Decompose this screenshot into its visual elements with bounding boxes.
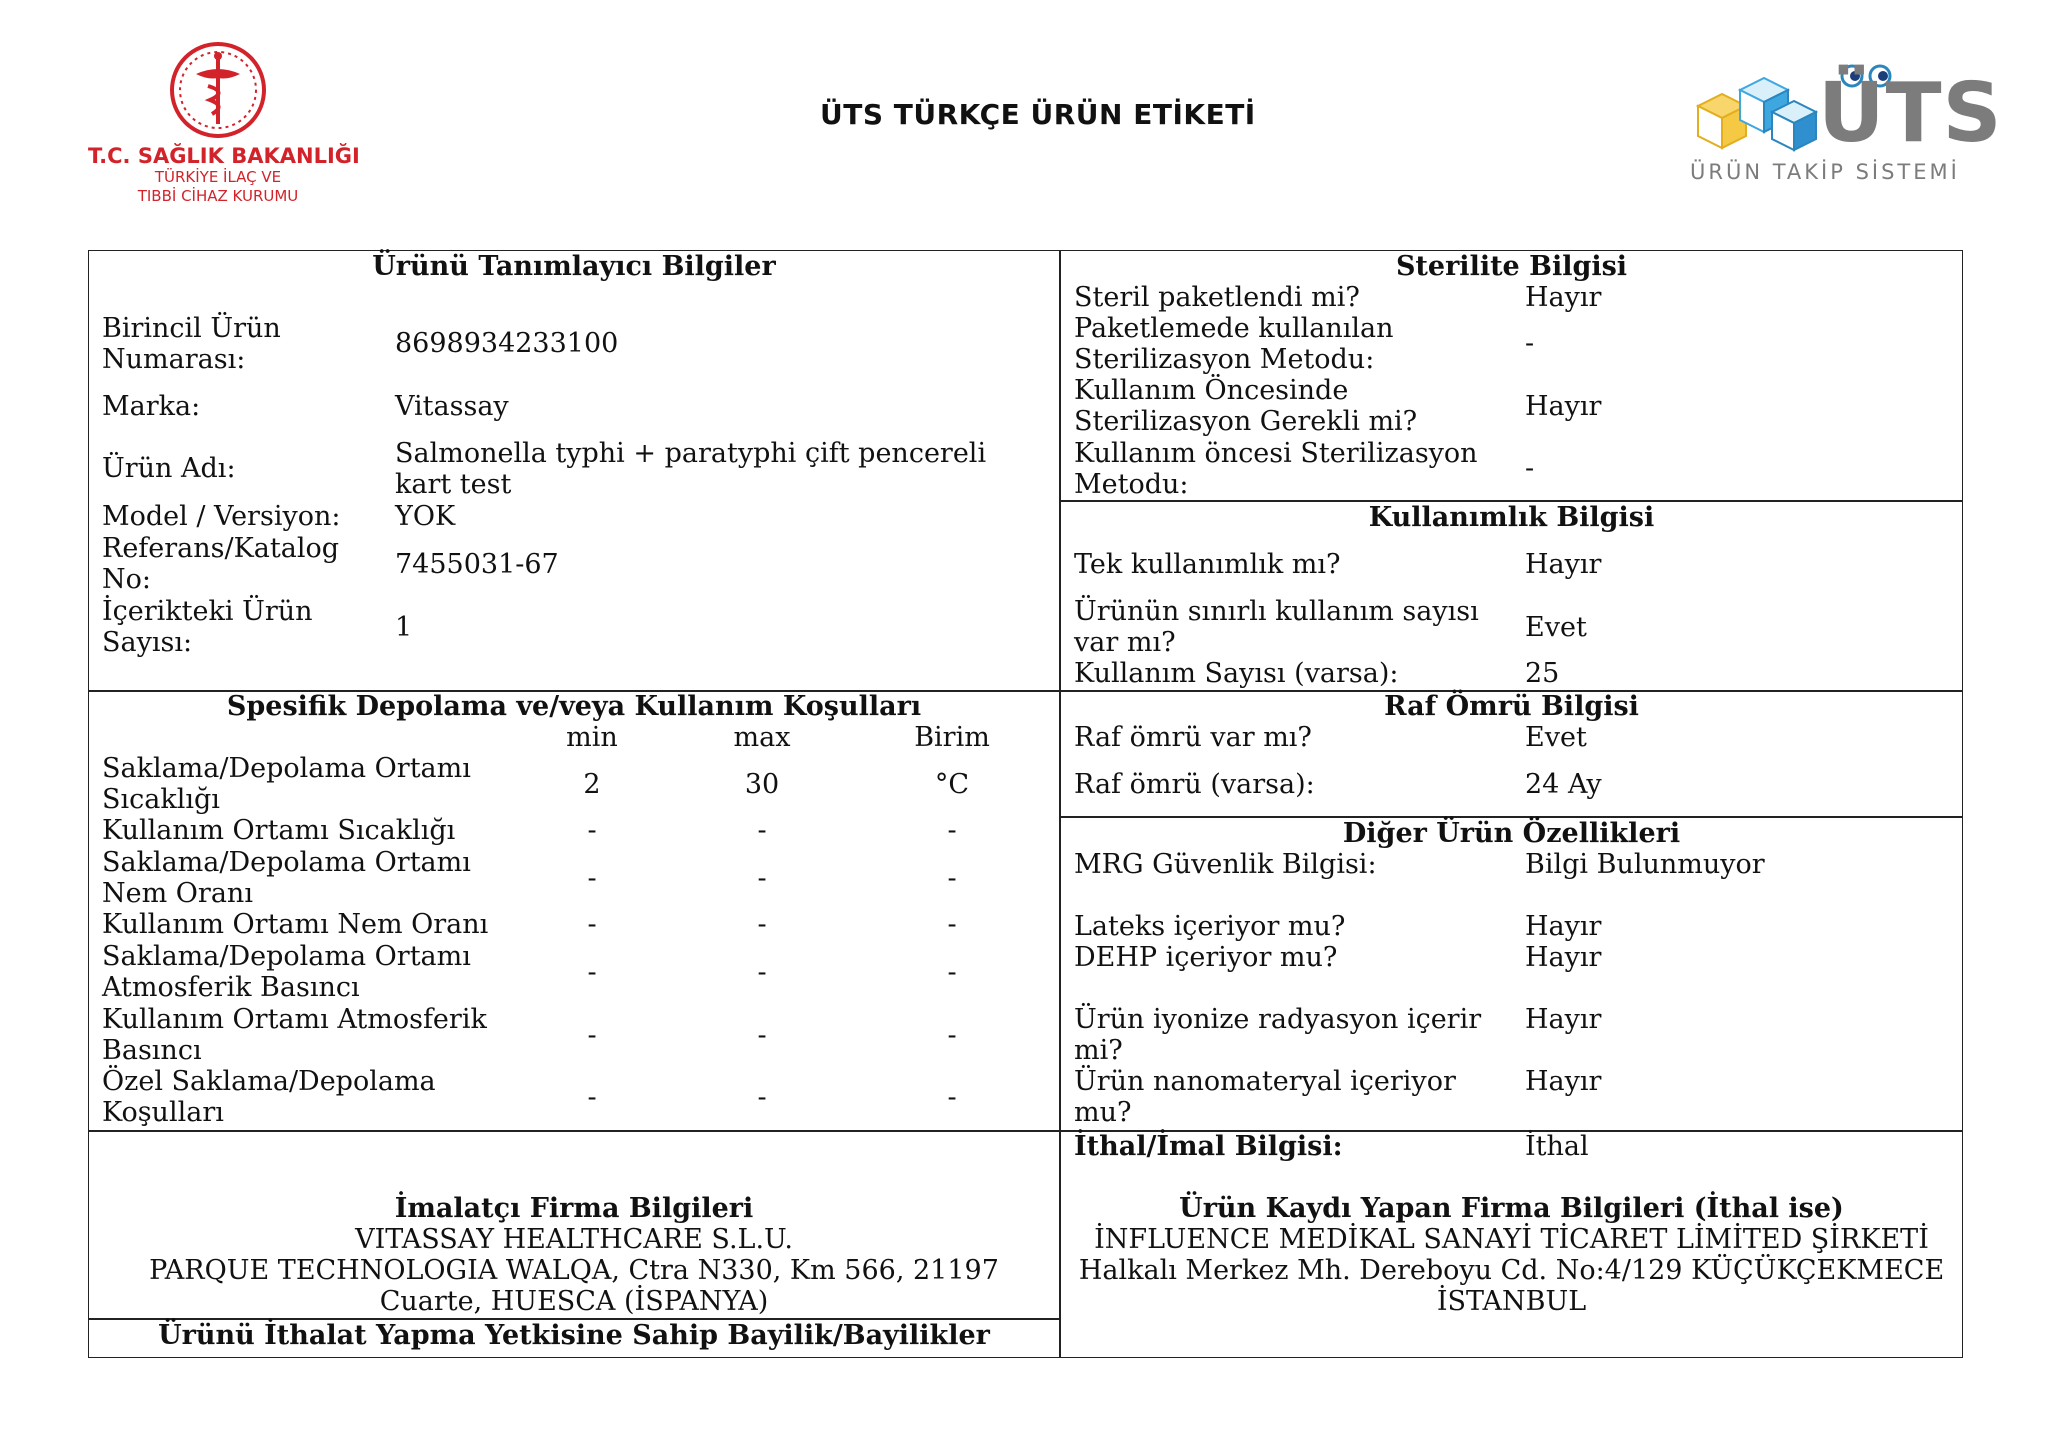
product-label-brand: Marka: [102, 391, 201, 422]
row-divider-3 [88, 1130, 1963, 1132]
label-table [88, 250, 1963, 1358]
storage-row-min: - [587, 863, 597, 894]
agency-name-line2: TIBBİ CİHAZ KURUMU [137, 187, 299, 205]
storage-row-label: Saklama/Depolama Ortamı [102, 941, 471, 972]
shelf-value-duration: 24 Ay [1525, 769, 1602, 800]
other-label-dehp: DEHP içeriyor mu? [1074, 942, 1338, 973]
product-section-title: Ürünü Tanımlayıcı Bilgiler [372, 251, 776, 282]
other-label-radiation-l1: Ürün iyonize radyasyon içerir [1074, 1004, 1482, 1035]
sterility-value-pre-method: - [1525, 453, 1535, 484]
registrant-address-l1: Halkalı Merkez Mh. Dereboyu Cd. No:4/129 KÜÇÜKÇEKMECE [1078, 1255, 1945, 1286]
storage-row-max: - [757, 957, 767, 988]
dealers-section-title: Ürünü İthalat Yapma Yetkisine Sahip Bayilik/Bayilikler [158, 1320, 990, 1351]
storage-row-unit: - [947, 957, 957, 988]
storage-row-max: - [757, 815, 767, 846]
usage-label-limited-l1: Ürünün sınırlı kullanım sayısı [1074, 596, 1479, 627]
other-label-nano-l1: Ürün nanomateryal içeriyor [1074, 1066, 1456, 1097]
other-section-title: Diğer Ürün Özellikleri [1342, 818, 1681, 849]
product-label-reference-l1: Referans/Katalog [102, 533, 340, 564]
usage-label-limited-l2: var mı? [1074, 627, 1176, 658]
manufacturer-address-l2: Cuarte, HUESCA (İSPANYA) [379, 1286, 769, 1317]
shelf-value-exists: Evet [1525, 722, 1587, 753]
cubes-icon [1690, 72, 1820, 158]
uts-logo-subtitle: ÜRÜN TAKİP SİSTEMİ [1690, 160, 1960, 184]
product-value-model: YOK [395, 501, 456, 532]
sterility-value-packaged: Hayır [1525, 282, 1602, 313]
storage-row-max: - [757, 1082, 767, 1113]
product-value-name-l2: kart test [395, 469, 512, 500]
storage-row-min: - [587, 1020, 597, 1051]
storage-row-label: Atmosferik Basıncı [102, 972, 360, 1003]
product-value-name-l1: Salmonella typhi + paratyphi çift pencereli [395, 438, 987, 469]
shelf-section-title: Raf Ömrü Bilgisi [1384, 691, 1639, 722]
ministry-name: T.C. SAĞLIK BAKANLIĞI [88, 144, 360, 168]
product-label-primary-number-l2: Numarası: [102, 344, 246, 375]
product-value-count: 1 [395, 612, 413, 643]
other-value-radiation: Hayır [1525, 1004, 1602, 1035]
storage-row-min: - [587, 815, 597, 846]
storage-row-max: - [757, 909, 767, 940]
ministry-logo [88, 40, 360, 220]
sterility-label-pre-method-l2: Metodu: [1074, 469, 1189, 500]
sterility-label-packaged: Steril paketlendi mi? [1074, 282, 1360, 313]
column-divider [1059, 250, 1061, 1358]
product-label-count-l1: İçerikteki Ürün [102, 596, 313, 627]
storage-row-label: Kullanım Ortamı Nem Oranı [102, 909, 489, 940]
sterility-label-pre-method-l1: Kullanım öncesi Sterilizasyon [1074, 438, 1478, 469]
product-label-count-l2: Sayısı: [102, 627, 193, 658]
other-value-mri: Bilgi Bulunmuyor [1525, 849, 1765, 880]
storage-row-label: Özel Saklama/Depolama [102, 1066, 436, 1097]
other-label-mri: MRG Güvenlik Bilgisi: [1074, 849, 1377, 880]
manufacturer-name: VITASSAY HEALTHCARE S.L.U. [355, 1224, 793, 1255]
usage-value-single-use: Hayır [1525, 549, 1602, 580]
storage-row-label: Saklama/Depolama Ortamı [102, 847, 471, 878]
storage-row-label: Koşulları [102, 1097, 224, 1128]
usage-label-count: Kullanım Sayısı (varsa): [1074, 658, 1399, 689]
storage-row-label: Nem Oranı [102, 878, 253, 909]
shelf-label-duration: Raf ömrü (varsa): [1074, 769, 1315, 800]
storage-col-unit: Birim [914, 722, 990, 753]
registrant-section-title: Ürün Kaydı Yapan Firma Bilgileri (İthal ise) [1179, 1193, 1844, 1224]
storage-row-min: - [587, 1082, 597, 1113]
sterility-label-required-l1: Kullanım Öncesinde [1074, 375, 1349, 406]
manufacturer-address-l1: PARQUE TECHNOLOGIA WALQA, Ctra N330, Km 566, 21197 [149, 1255, 999, 1286]
sterility-value-required: Hayır [1525, 391, 1602, 422]
registrant-name: İNFLUENCE MEDİKAL SANAYİ TİCARET LİMİTED ŞİRKETİ [1094, 1224, 1929, 1255]
import-value: İthal [1525, 1131, 1589, 1162]
storage-row-unit: - [947, 863, 957, 894]
usage-value-count: 25 [1525, 658, 1560, 689]
sterility-label-method-l1: Paketlemede kullanılan [1074, 313, 1394, 344]
product-value-brand: Vitassay [395, 391, 509, 422]
product-label-primary-number-l1: Birincil Ürün [102, 313, 281, 344]
sterility-label-method-l2: Sterilizasyon Metodu: [1074, 344, 1375, 375]
storage-row-min: - [587, 909, 597, 940]
sterility-value-method: - [1525, 328, 1535, 359]
product-label-reference-l2: No: [102, 564, 151, 595]
agency-name-line1: TÜRKİYE İLAÇ VE [154, 168, 282, 186]
storage-row-unit: - [947, 909, 957, 940]
ministry-emblem-icon [168, 40, 268, 140]
uts-logo-text: ÜTS [1818, 66, 2003, 161]
product-label-model: Model / Versiyon: [102, 501, 341, 532]
other-value-nano: Hayır [1525, 1066, 1602, 1097]
storage-row-label: Kullanım Ortamı Atmosferik [102, 1004, 487, 1035]
storage-section-title: Spesifik Depolama ve/veya Kullanım Koşulları [226, 691, 922, 722]
other-value-dehp: Hayır [1525, 942, 1602, 973]
product-label-name: Ürün Adı: [102, 453, 236, 484]
other-label-latex: Lateks içeriyor mu? [1074, 911, 1346, 942]
storage-col-min: min [566, 722, 618, 753]
storage-row-unit: °C [934, 769, 970, 800]
manufacturer-section-title: İmalatçı Firma Bilgileri [394, 1193, 754, 1224]
other-label-nano-l2: mu? [1074, 1097, 1132, 1128]
shelf-label-exists: Raf ömrü var mı? [1074, 722, 1312, 753]
product-value-primary-number: 8698934233100 [395, 328, 619, 359]
storage-row-unit: - [947, 1082, 957, 1113]
storage-row-label: Saklama/Depolama Ortamı [102, 753, 471, 784]
storage-row-max: - [757, 863, 767, 894]
usage-section-title: Kullanımlık Bilgisi [1368, 502, 1655, 533]
other-value-latex: Hayır [1525, 911, 1602, 942]
page-title: ÜTS TÜRKÇE ÜRÜN ETİKETİ [820, 98, 1256, 131]
storage-row-unit: - [947, 1020, 957, 1051]
sterility-label-required-l2: Sterilizasyon Gerekli mi? [1074, 406, 1418, 437]
storage-row-label: Basıncı [102, 1035, 202, 1066]
sterility-section-title: Sterilite Bilgisi [1395, 251, 1628, 282]
storage-row-label: Sıcaklığı [102, 784, 220, 815]
product-value-reference: 7455031-67 [395, 549, 559, 580]
storage-col-max: max [733, 722, 791, 753]
storage-row-min: - [587, 957, 597, 988]
other-label-radiation-l2: mi? [1074, 1035, 1123, 1066]
storage-row-label: Kullanım Ortamı Sıcaklığı [102, 815, 456, 846]
usage-label-single-use: Tek kullanımlık mı? [1074, 549, 1341, 580]
registrant-address-l2: İSTANBUL [1436, 1286, 1587, 1317]
uts-logo [1690, 64, 2003, 204]
usage-value-limited: Evet [1525, 612, 1587, 643]
storage-row-max: 30 [744, 769, 780, 800]
storage-row-min: 2 [583, 769, 601, 800]
storage-row-max: - [757, 1020, 767, 1051]
import-label: İthal/İmal Bilgisi: [1074, 1131, 1343, 1162]
storage-row-unit: - [947, 815, 957, 846]
